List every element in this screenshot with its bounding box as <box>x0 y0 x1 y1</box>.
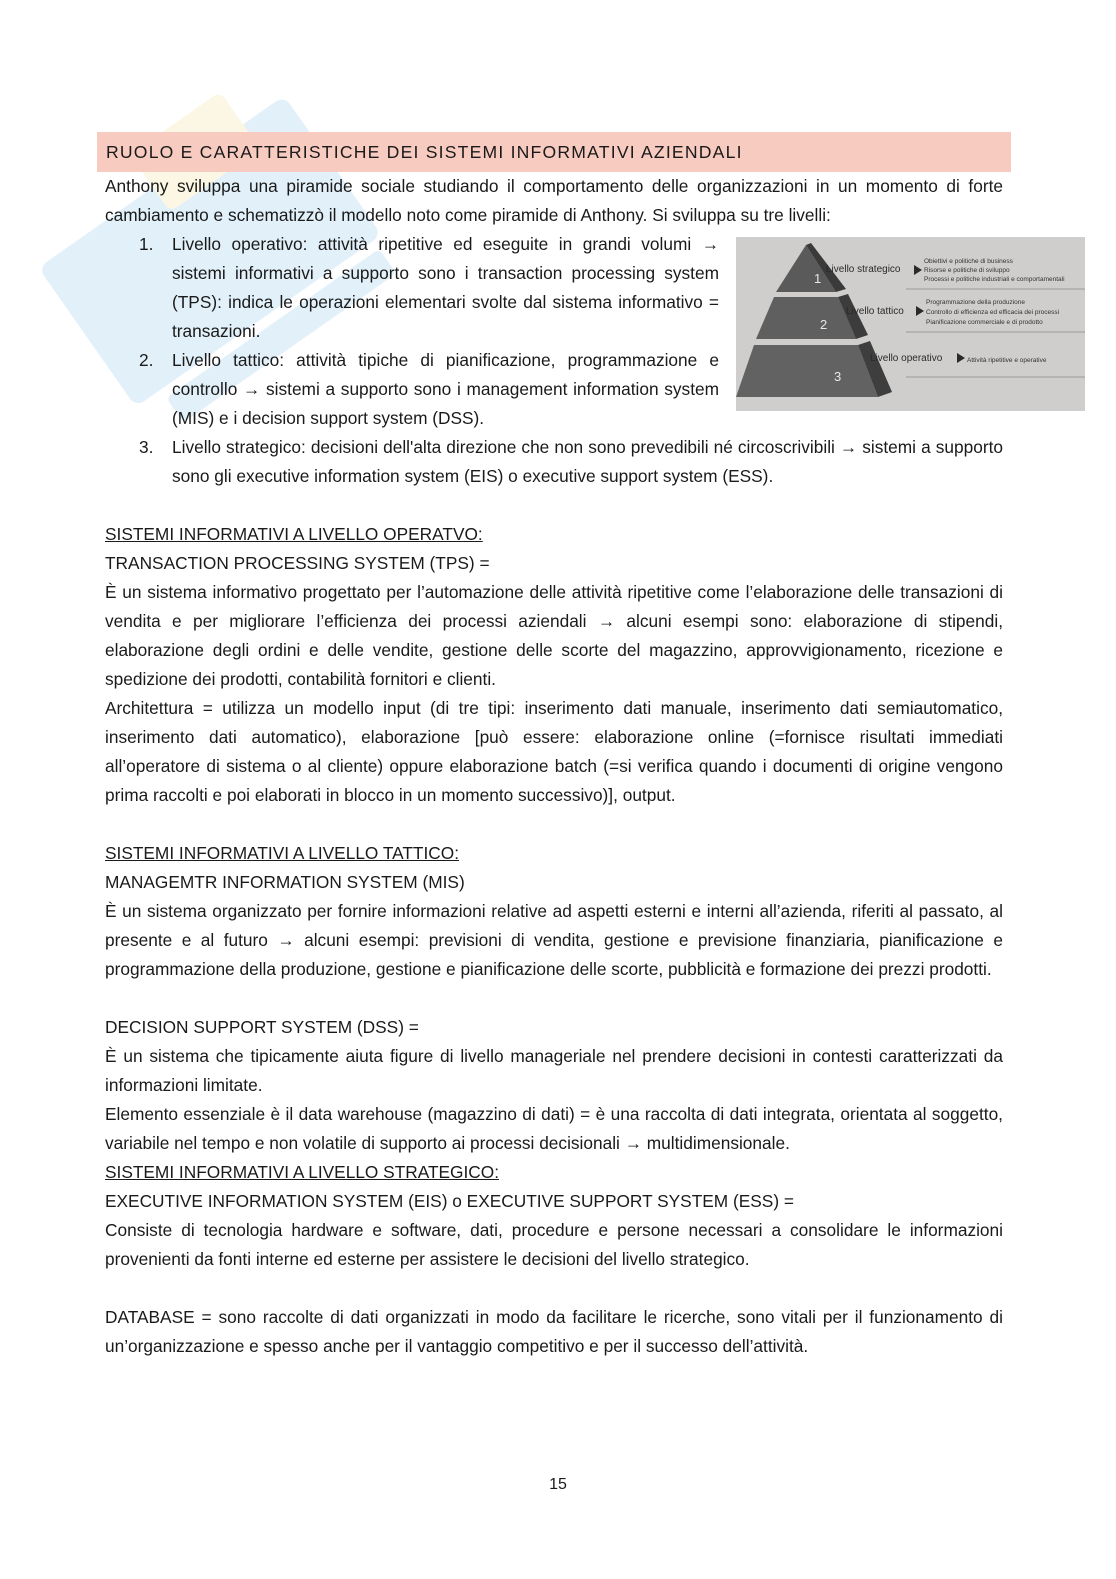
tier-3-number: 3 <box>834 369 842 384</box>
operativo-heading: SISTEMI INFORMATIVI A LIVELLO OPERATVO: <box>105 524 483 544</box>
levels-list <box>105 230 1003 491</box>
document-body <box>105 132 1003 1361</box>
tier-1-number: 1 <box>814 271 822 286</box>
svg-text:Attività ripetitive e operativ: Attività ripetitive e operative <box>967 357 1047 364</box>
svg-text:Obiettivi e politiche di busin: Obiettivi e politiche di business <box>924 258 1013 265</box>
tier-1-label: Livello strategico <box>826 264 901 275</box>
architettura-paragraph: Architettura = utilizza un modello input (di tre tipi: inserimento dati manuale, inserimento dati semiautomatico, inserimento dati automatico), elaborazione [può essere: elaborazione online (=fornisce risultati immediati all’operatore di sistema o al cliente) oppure elaborazione batch (=si verifica quando i documenti di origine vengono prima raccolti e poi elaborati in blocco in un momento successivo)], output. <box>105 698 1003 805</box>
dss-subheading: DECISION SUPPORT SYSTEM (DSS) = <box>105 1017 419 1037</box>
data-warehouse-paragraph: Elemento essenziale è il data warehouse (magazzino di dati) = è una raccolta di dati integrata, orientata al soggetto, variabile nel tempo e non volatile di supporto ai processi decisionali → multidimensionale. <box>105 1104 1003 1153</box>
svg-text:Processi e politiche industria: Processi e politiche industriali e comportamentali <box>924 276 1065 283</box>
page-number: 15 <box>549 1476 567 1493</box>
svg-text:Pianificazione commerciale e d: Pianificazione commerciale e di prodotto <box>926 319 1043 326</box>
svg-text:Controllo di efficienza ed eff: Controllo di efficienza ed efficacia dei processi <box>926 309 1060 316</box>
tattico-heading: SISTEMI INFORMATIVI A LIVELLO TATTICO: <box>105 843 460 863</box>
mis-paragraph: È un sistema organizzato per fornire informazioni relative ad aspetti esterni e interni all’azienda, riferiti al passato, al presente e al futuro → alcuni esempi: previsioni di vendita, gestione e previsione finanziaria, pianificazione e programmazione della produzione, gestione e pianificazione delle scorte, pubblicità e formazione dei prezzi prodotti. <box>105 901 1003 979</box>
list-item: 1. Livello operativo: attività ripetitive ed eseguite in grandi volumi → sistemi informativi a supporto sono i transaction processing system (TPS): indica le operazioni elementari svolte dal sistema informativo = transazioni. <box>139 234 719 341</box>
section-title: RUOLO E CARATTERISTICHE DEI SISTEMI INFORMATIVI AZIENDALI <box>97 132 1011 172</box>
list-item: 3. Livello strategico: decisioni dell'alta direzione che non sono prevedibili né circoscrivibili → sistemi a supporto sono gli executive information system (EIS) o executive support system (ESS). <box>139 437 1003 486</box>
strategico-heading: SISTEMI INFORMATIVI A LIVELLO STRATEGICO: <box>105 1162 500 1182</box>
dss-paragraph: È un sistema che tipicamente aiuta figure di livello manageriale nel prendere decisioni in contesti caratterizzati da informazioni limitate. <box>105 1046 1003 1095</box>
svg-text:Risorse e politiche di svilupp: Risorse e politiche di sviluppo <box>924 267 1010 274</box>
tps-paragraph: È un sistema informativo progettato per l’automazione delle attività ripetitive come l’elaborazione delle transazioni di vendita e per migliorare l’efficienza dei processi aziendali → alcuni esempi sono: elaborazione di stipendi, elaborazione degli ordini e delle vendite, gestione delle scorte del magazzino, approvvigionamento, ricezione e spedizione dei prodotti, contabilità fornitori e clienti. <box>105 582 1003 689</box>
tier-2-label: Livello tattico <box>846 306 904 317</box>
list-item: 2. Livello tattico: attività tipiche di pianificazione, programmazione e controllo → sistemi a supporto sono i management information system (MIS) e i decision support system (DSS). <box>139 350 719 428</box>
eis-paragraph: Consiste di tecnologia hardware e software, dati, procedure e persone necessari a consolidare le informazioni provenienti da fonti interne ed esterne per assistere le decisioni del livello strategico. <box>105 1220 1003 1269</box>
intro-paragraph: Anthony sviluppa una piramide sociale studiando il comportamento delle organizzazioni in un momento di forte cambiamento e schematizzò il modello noto come piramide di Anthony. Si sviluppa su tre livelli: <box>105 176 1003 225</box>
mis-subheading: MANAGEMTR INFORMATION SYSTEM (MIS) <box>105 872 465 892</box>
tier-3-label: Livello operativo <box>870 353 943 364</box>
tps-subheading: TRANSACTION PROCESSING SYSTEM (TPS) = <box>105 553 490 573</box>
tier-2-number: 2 <box>820 317 828 332</box>
eis-subheading: EXECUTIVE INFORMATION SYSTEM (EIS) o EXECUTIVE SUPPORT SYSTEM (ESS) = <box>105 1191 794 1211</box>
database-paragraph: DATABASE = sono raccolte di dati organizzati in modo da facilitare le ricerche, sono vitali per il funzionamento di un’organizzazione e spesso anche per il vantaggio competitivo e per il successo dell’attività. <box>105 1307 1003 1356</box>
svg-text:Programmazione della produzion: Programmazione della produzione <box>926 299 1026 306</box>
